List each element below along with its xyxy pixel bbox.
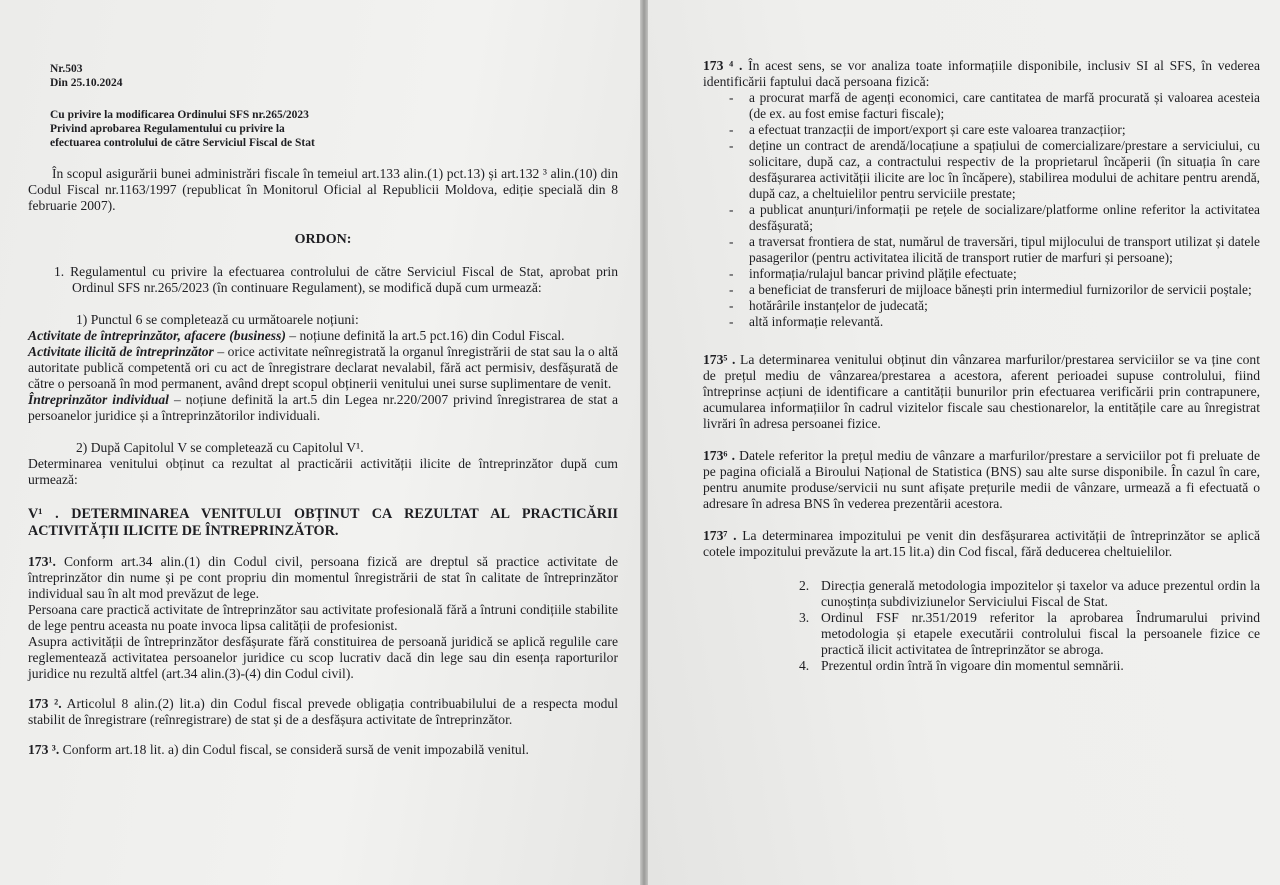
final-item [799, 658, 1260, 674]
subject-line: efectuarea controlului de către Serviciul Fiscal de Stat [50, 137, 315, 149]
article-text: Articolul 8 alin.(2) lit.a) din Codul fiscal prevede obligația contribuabilului de a respecta modul stabilit de înregistrare (reînregistrare) de stat și de a desfășura activitate de întreprinzător. [28, 696, 619, 727]
order-subject [28, 108, 618, 150]
definition-business [28, 328, 618, 344]
article-label: 173⁶ . [703, 448, 736, 463]
article-label: 173⁵ . [703, 352, 736, 367]
definition-text: – orice activitate neînregistrată la organul înregistrării de stat sau la o altă autoritate publică competentă ori cu act de înregistrare declarat nevalabil, fără act permisiv, desfășurată de către o persoană în mod permanent, având drept scopul obținerii venitului unei surse suplimentare de venit. [28, 344, 618, 391]
article-text: Conform art.34 alin.(1) din Codul civil, persoana fizică are dreptul să practice activitate de întreprinzător din nume și pe cont propriu din momentul înregistrării de stat în calitate de întreprinzător individual sau în alt mod prevăzut de lege. [28, 554, 618, 601]
point-2-intro: 2) După Capitolul V se completează cu Capitolul V¹. [76, 440, 364, 455]
definition-term: Întreprinzător individual [28, 392, 169, 407]
list-item: - a publicat anunțuri/informații pe rețele de socializare/platforme online referitor la activitatea desfășurată; [729, 202, 1260, 234]
item-number: 3. [799, 610, 810, 625]
list-item: - informația/rulajul bancar privind plățile efectuate; [729, 266, 1260, 282]
item-number: 4. [799, 658, 810, 673]
list-item: - altă informație relevantă. [729, 314, 1260, 330]
point-1-intro: 1) Punctul 6 se completează cu următoarele noțiuni: [76, 312, 359, 327]
list-item: - hotărârile instanțelor de judecată; [729, 298, 1260, 314]
right-page [648, 0, 1280, 885]
article-173-7 [703, 528, 1260, 560]
subject-line: Privind aprobarea Regulamentului cu privire la [50, 123, 285, 135]
article-173-2 [28, 696, 618, 728]
article-text: Datele referitor la prețul mediu de vânzare a marfurilor/prestare a serviciilor pot fi preluate de pe pagina oficială a Biroului Național de Statistica (BNS) sau alte surse disponibile. În cazul în care, pentru anumite produse/servicii nu sunt afișate prețurile medii de vânzare, urmează a fi efectuată o adresare în adresa BNS în vederea prezentării acestora. [703, 448, 1261, 511]
definition-term: Activitate ilicită de întreprinzător [28, 344, 214, 359]
page-gutter [640, 0, 648, 885]
article-label: 173 ². [28, 696, 62, 711]
article-text: În acest sens, se vor analiza toate informațiile disponibile, inclusiv SI al SFS, în vederea identificării faptului dacă persoana fizică: [703, 58, 1260, 89]
item-text: Direcția generală metodologia impozitelor și taxelor va aduce prezentul ordin la cunoștința subdiviziunelor Serviciului Fiscal de Stat. [821, 578, 1260, 609]
article-label: 173 ³. [28, 742, 60, 757]
list-item: - deține un contract de arendă/locațiune a spațiului de comercializare/prestare a serviciului, cu solicitare, după caz, a contractului respectiv de la proprietarul încăperii (în situația în care desfășurarea activității ilicite are loc în încăpere), stabilirea modului de achitare pentru arendă, după caz, a cheltuielilor pentru serviciile prestate; [729, 138, 1260, 202]
article-173-1-para: Asupra activității de întreprinzător desfășurate fără constituirea de persoană juridică se aplică regulile care reglementează activitatea persoanelor juridice cu scop lucrativ dacă din lege sau din esența raporturilor juridice nu rezultă altfel (art.34 alin.(3)-(4) din Codul civil). [28, 634, 618, 681]
article-text: La determinarea impozitului pe venit din desfășurarea activității de întreprinzător se aplică cotele impozitului prevăzute la art.15 lit.a) din Cod fiscal, fără deducerea cheltuielilor. [703, 528, 1260, 559]
definition-term: Activitate de întreprinzător, afacere (business) [28, 328, 286, 343]
article-173-4 [703, 58, 1260, 90]
article-label: 173¹. [28, 554, 56, 569]
chapter-heading: V¹ . DETERMINAREA VENITULUI OBȚINUT CA REZULTAT AL PRACTICĂRII ACTIVITĂȚII ILICITE DE ÎNTREPRINZĂTOR. [28, 506, 618, 539]
item-text: Regulamentul cu privire la efectuarea controlului de către Serviciul Fiscal de Stat, aprobat prin Ordinul SFS nr.265/2023 (în continuare Regulament), se modifică după cum urmează: [70, 264, 618, 295]
item-number: 1. [54, 264, 65, 279]
item-text: Prezentul ordin întră în vigoare din momentul semnării. [821, 658, 1124, 673]
list-item: - a traversat frontiera de stat, numărul de traversări, tipul mijlocului de transport utilizat și datele pasagerilor (pentru activitatea ilicită de transport rutier de marfuri și persoane); [729, 234, 1260, 266]
article-173-3 [28, 742, 618, 758]
article-label: 173⁷ . [703, 528, 737, 543]
ordon-heading: ORDON: [294, 232, 352, 247]
article-173-6 [703, 448, 1260, 512]
final-item [799, 610, 1260, 658]
order-number: Nr.503 [50, 63, 83, 75]
article-text: Conform art.18 lit. a) din Codul fiscal, se consideră sursă de venit impozabilă venitul. [59, 742, 529, 757]
definition-illicit-activity [28, 344, 618, 392]
article-text: La determinarea venitului obținut din vânzarea marfurilor/prestarea serviciilor se va ține cont de prețul mediu de vânzarea/prestarea a acestora, aferent perioadei supuse controlului, fiind întreprinse acțiuni de identificare a cantității bunurilor prin efectuarea verificării prin contrapunere, acumularea informațiilor în cadrul vizitelor fiscale sau chestionarelor, la entitățile care au înregistrat livrări în adresa persoanei fizice. [703, 352, 1260, 431]
definition-individual-entrepreneur [28, 392, 618, 424]
list-item: - a efectuat tranzacții de import/export și care este valoarea tranzacțiior; [729, 122, 1260, 138]
list-item: - a procurat marfă de agenți economici, care cantitatea de marfă procurată și valoarea acesteia (de ex. au fost emise facturi fiscale); [729, 90, 1260, 122]
definition-text: – noțiune definită la art.5 din Legea nr.220/2007 privind înregistrarea de stat a persoanelor juridice și a întreprinzătorilor individuali. [28, 392, 618, 423]
article-label: 173 ⁴ . [703, 58, 743, 73]
article-173-1 [28, 554, 618, 602]
item-text: Ordinul FSF nr.351/2019 referitor la aprobarea Îndrumarului privind metodologia și etapele executării controlului fiscal la persoanele fizice ce practică ilicit activitatea de întreprinzător se abroga. [821, 610, 1260, 657]
article-173-1-para: Persoana care practică activitate de întreprinzător sau activitate profesională fără a întruni condițiile stabilite de lege pentru aceasta nu poate invoca lipsa calității de profesionist. [28, 602, 618, 633]
article-173-5 [703, 352, 1260, 432]
final-item [799, 578, 1260, 610]
list-item: - a beneficiat de transferuri de mijloace bănești prin intermediul furnizorilor de servicii poștale; [729, 282, 1260, 298]
point-2-text: Determinarea venitului obținut ca rezultat al practicării activității ilicite de întreprinzător după cum urmează: [28, 456, 618, 487]
order-item-1 [28, 264, 618, 296]
order-date: Din 25.10.2024 [50, 77, 123, 89]
subject-line: Cu privire la modificarea Ordinului SFS nr.265/2023 [50, 109, 309, 121]
item-number: 2. [799, 578, 810, 593]
identification-list [703, 90, 1260, 330]
final-provisions [703, 578, 1260, 674]
preamble: În scopul asigurării bunei administrări fiscale în temeiul art.133 alin.(1) pct.13) și art.132 ³ alin.(10) din Codul Fiscal nr.1163/1997 (republicat în Monitorul Oficial al Republicii Moldova, ediție specială din 8 februarie 2007). [28, 166, 618, 213]
definition-text: – noțiune definită la art.5 pct.16) din Codul Fiscal. [285, 328, 565, 343]
